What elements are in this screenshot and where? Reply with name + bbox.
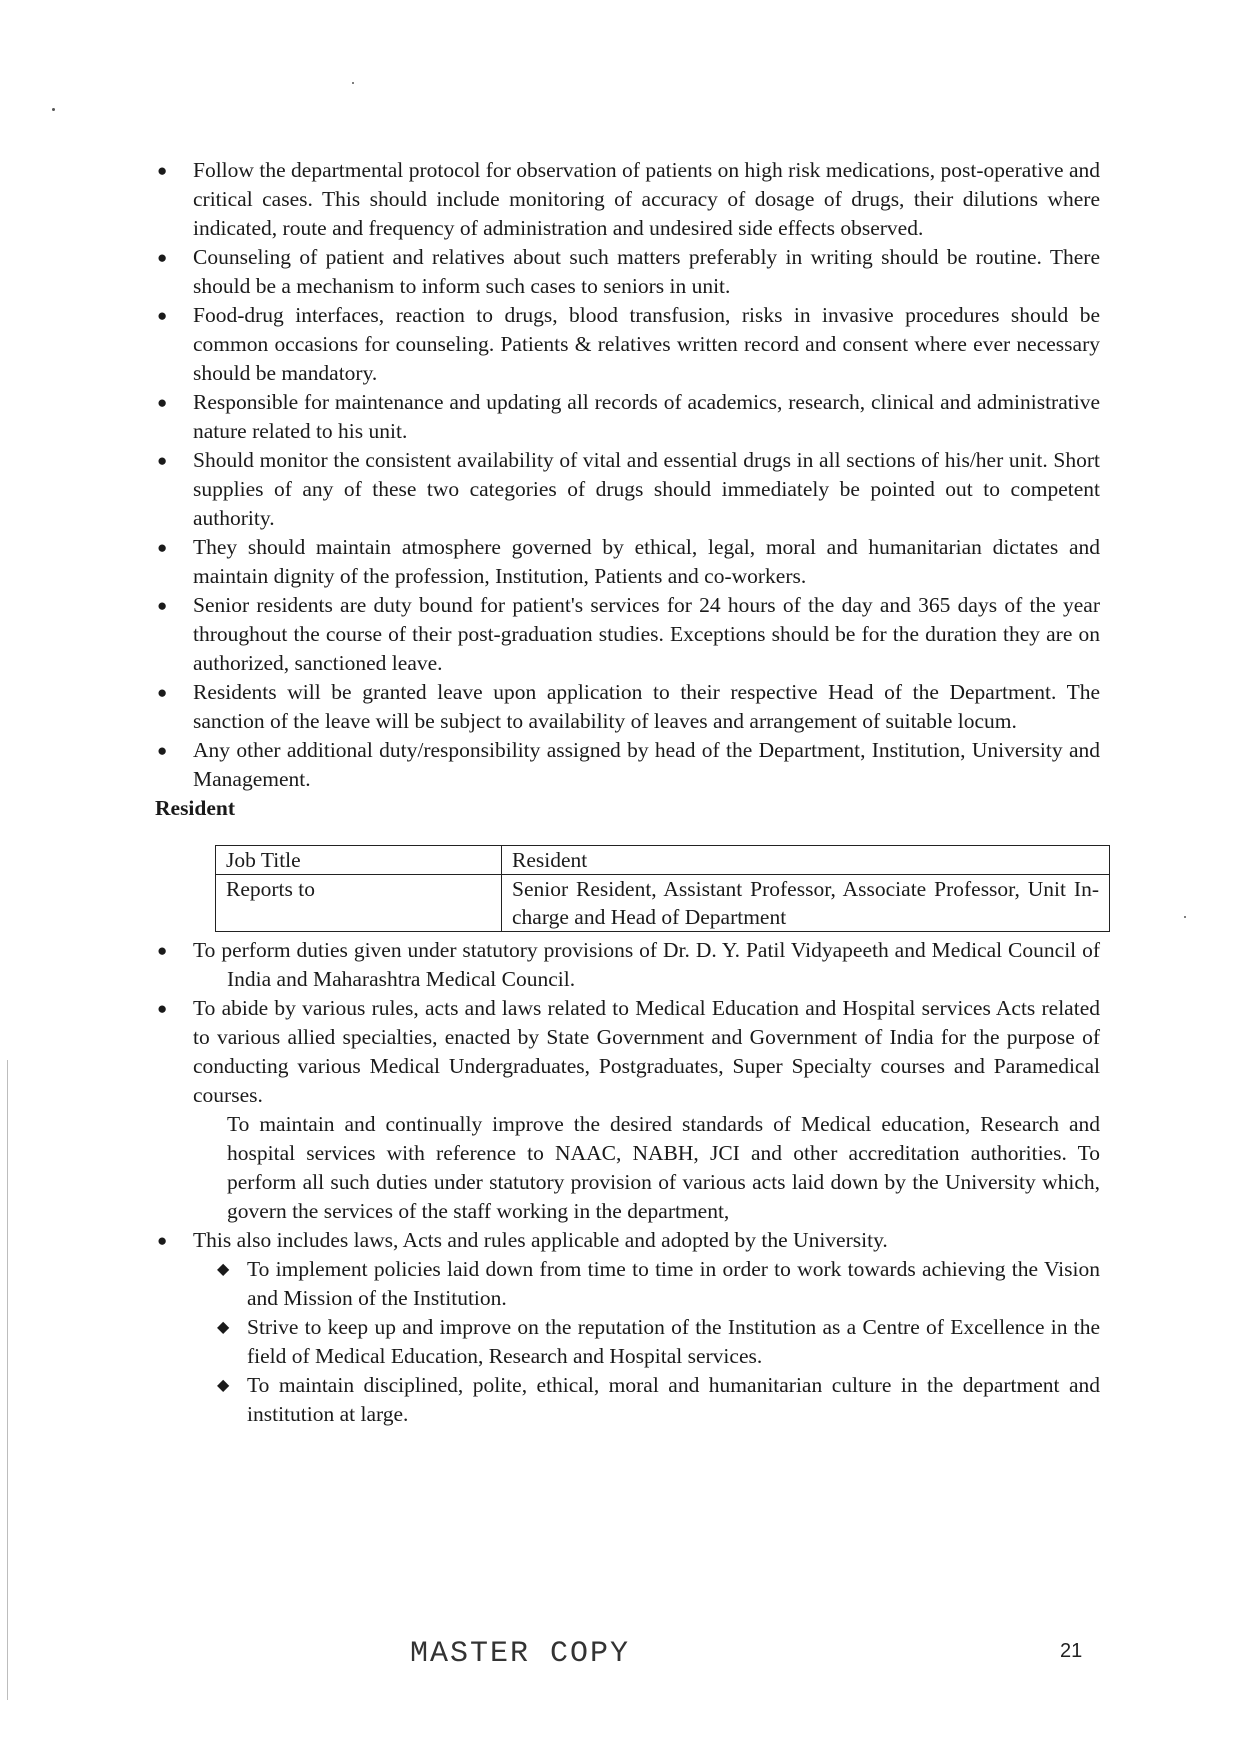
diamond-bullet-icon: ◆ [217, 1377, 230, 1394]
scan-edge-line [7, 1060, 8, 1700]
page-content [155, 156, 1100, 1429]
list-item: ● Food-drug interfaces, reaction to drugs, blood transfusion, risks in invasive procedures should be common occasions for counseling. Patients & relatives written record and consent where ever necessary should be mandatory. [157, 303, 1100, 385]
list-item: ● They should maintain atmosphere governed by ethical, legal, moral and humanitarian dictates and maintain dignity of the profession, Institution, Patients and co-workers. [157, 535, 1100, 588]
table-cell-label: Job Title [216, 846, 502, 875]
list-item: ● Residents will be granted leave upon application to their respective Head of the Department. The sanction of the leave will be subject to availability of leaves and arrangement of suitable locum. [157, 680, 1100, 733]
continuation-paragraph: To maintain and continually improve the desired standards of Medical education, Research and hospital services with reference to NAAC, NABH, JCI and other accreditation authorities. To perform all such duties under statutory provision of various acts laid down by the University which, govern the services of the staff working in the department, [227, 1112, 1100, 1223]
diamond-bullet-icon: ◆ [217, 1319, 230, 1336]
duties-list-resident [155, 936, 1100, 1110]
list-item: ● Should monitor the consistent availability of vital and essential drugs in all sections of his/her unit. Short supplies of any of these two categories of drugs should immediately be pointed out to competent authority. [157, 448, 1100, 530]
list-item: ● Responsible for maintenance and updating all records of academics, research, clinical and administrative nature related to his unit. [157, 390, 1100, 443]
bullet-icon: ● [157, 161, 168, 180]
list-item: ◆ To maintain disciplined, polite, ethical, moral and humanitarian culture in the department and institution at large. [217, 1373, 1100, 1426]
bullet-icon: ● [157, 596, 168, 615]
section-title-resident: Resident [155, 796, 236, 820]
table-cell-value: Senior Resident, Assistant Professor, Associate Professor, Unit In-charge and Head of Department [502, 875, 1110, 932]
page-number: 21 [1060, 1640, 1083, 1662]
bullet-icon: ● [157, 1231, 168, 1250]
bullet-icon: ● [157, 683, 168, 702]
institution-sublist [155, 1255, 1100, 1429]
bullet-icon: ● [157, 248, 168, 267]
table-cell-label: Reports to [216, 875, 502, 932]
table-row [216, 875, 1110, 932]
master-copy-stamp: MASTER COPY [410, 1637, 631, 1671]
bullet-icon: ● [157, 741, 168, 760]
job-table [215, 845, 1110, 932]
list-item: ● Any other additional duty/responsibility assigned by head of the Department, Institution, University and Management. [157, 738, 1100, 791]
bullet-icon: ● [157, 538, 168, 557]
bullet-icon: ● [157, 451, 168, 470]
table-row [216, 846, 1110, 875]
list-item: ● Follow the departmental protocol for observation of patients on high risk medications, post-operative and critical cases. This should include monitoring of accuracy of dosage of drugs, their dilutions where indicated, route and frequency of administration and undesired side effects observed. [157, 158, 1100, 240]
bullet-icon: ● [157, 999, 168, 1018]
table-cell-value: Resident [502, 846, 1110, 875]
list-item: ◆ To implement policies laid down from time to time in order to work towards achieving the Vision and Mission of the Institution. [217, 1257, 1100, 1310]
list-item: ● To perform duties given under statutory provisions of Dr. D. Y. Patil Vidyapeeth and Medical Council of India and Maharashtra Medical Council. [157, 938, 1100, 991]
duties-list-resident-cont [155, 1226, 1100, 1255]
list-item: ● This also includes laws, Acts and rules applicable and adopted by the University. [155, 1226, 1100, 1255]
list-item: ● Senior residents are duty bound for patient's services for 24 hours of the day and 365 days of the year throughout the course of their post-graduation studies. Exceptions should be for the duration they are on authorized, sanctioned leave. [157, 593, 1100, 675]
list-item: ● Counseling of patient and relatives about such matters preferably in writing should be routine. There should be a mechanism to inform such cases to seniors in unit. [157, 245, 1100, 298]
diamond-bullet-icon: ◆ [217, 1261, 230, 1278]
bullet-icon: ● [157, 306, 168, 325]
duties-list-senior [155, 156, 1100, 794]
bullet-icon: ● [157, 941, 168, 960]
bullet-icon: ● [157, 393, 168, 412]
list-item: ◆ Strive to keep up and improve on the reputation of the Institution as a Centre of Excellence in the field of Medical Education, Research and Hospital services. [217, 1315, 1100, 1368]
list-item: ● To abide by various rules, acts and laws related to Medical Education and Hospital services Acts related to various allied specialties, enacted by State Government and Government of India for the purpose of conducting various Medical Undergraduates, Postgraduates, Super Specialty courses and Paramedical courses. [157, 996, 1100, 1107]
